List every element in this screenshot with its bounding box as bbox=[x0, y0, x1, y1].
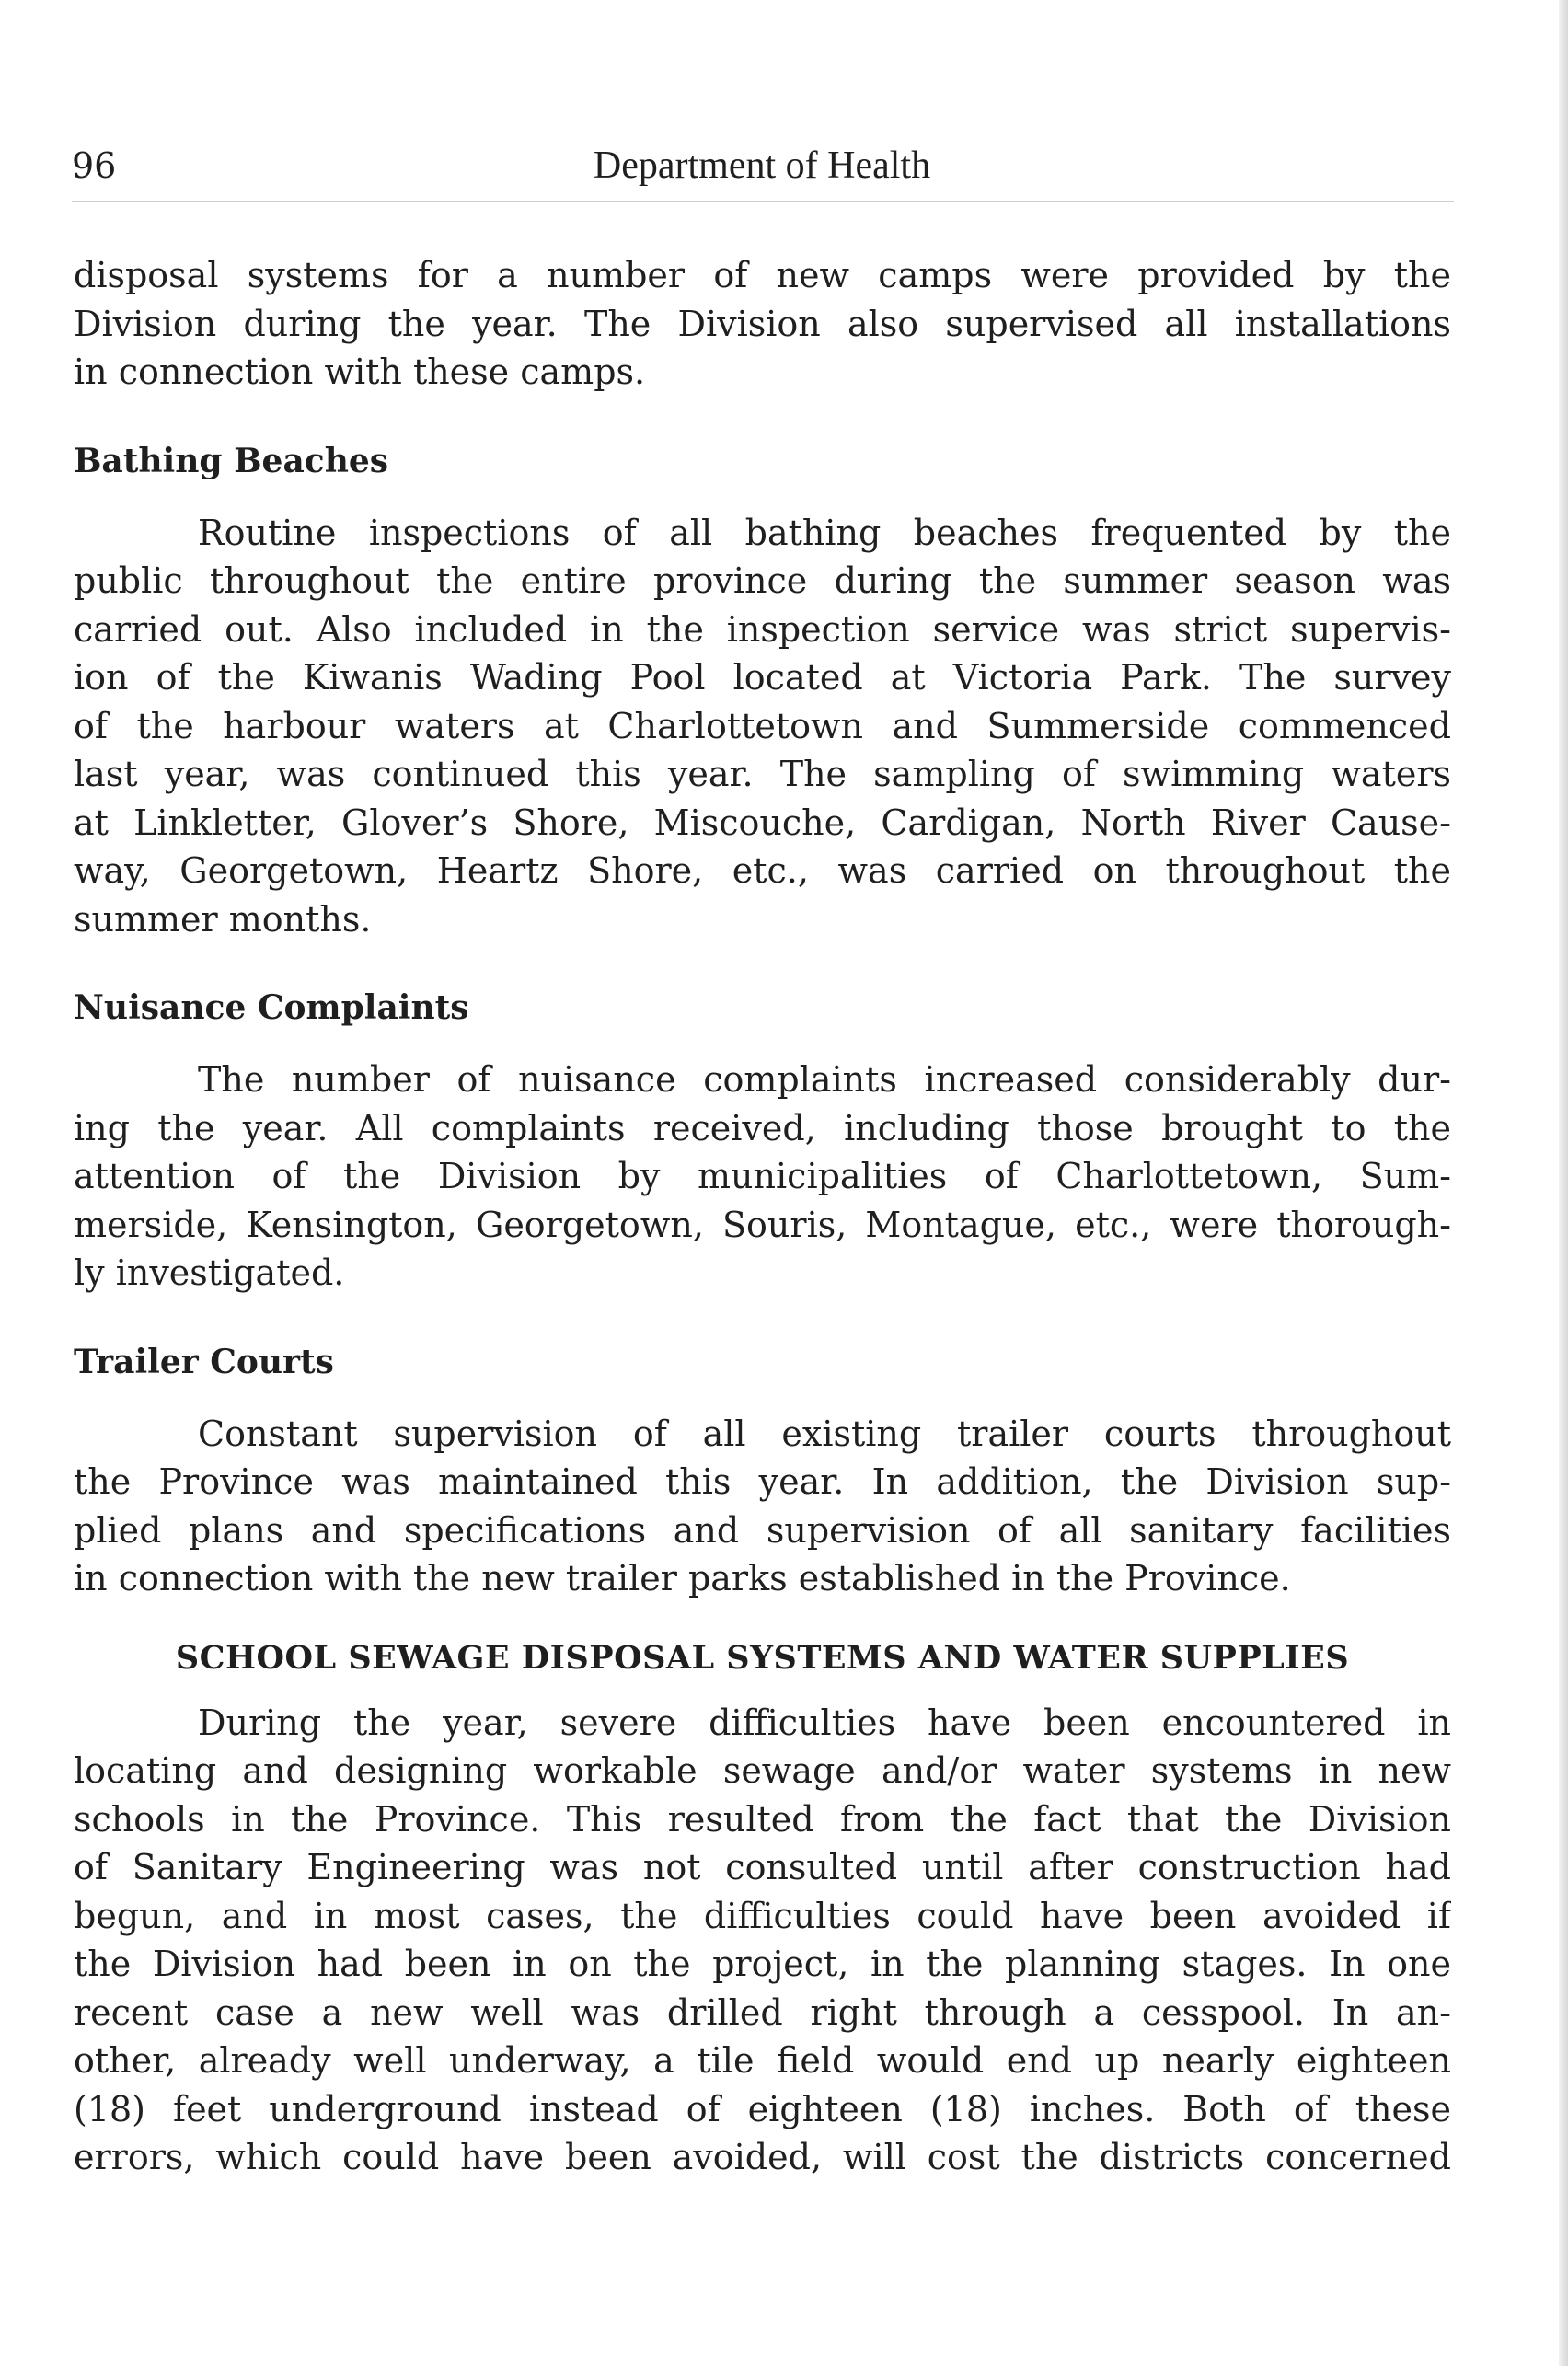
nuisance-complaints-paragraph bbox=[74, 1056, 1451, 1298]
text-line: During the year, severe difficulties have been encountered in bbox=[198, 1702, 1451, 1743]
text-line: recent case a new well was drilled right through a cesspool. In an- bbox=[74, 1991, 1451, 2033]
text-line: in connection with the new trailer parks established in the Province. bbox=[74, 1558, 1291, 1598]
bathing-beaches-paragraph bbox=[74, 509, 1451, 944]
section-heading-bathing-beaches: Bathing Beaches bbox=[74, 441, 389, 480]
text-line: (18) feet underground instead of eighteen (18) inches. Both of these bbox=[74, 2088, 1451, 2129]
text-line: last year, was continued this year. The sampling of swimming waters bbox=[74, 754, 1451, 794]
page-edge-shadow bbox=[1559, 0, 1568, 2366]
text-line: disposal systems for a number of new camps were provided by the bbox=[74, 255, 1451, 295]
section-heading-trailer-courts: Trailer Courts bbox=[74, 1342, 334, 1381]
trailer-courts-paragraph bbox=[74, 1410, 1451, 1603]
text-line: carried out. Also included in the inspection service was strict supervis- bbox=[74, 608, 1451, 650]
text-line: merside, Kensington, Georgetown, Souris, Montague, etc., were thorough- bbox=[74, 1204, 1451, 1245]
text-line: The number of nuisance complaints increased considerably dur- bbox=[198, 1059, 1451, 1100]
text-line: of the harbour waters at Charlottetown and Summerside commenced bbox=[74, 705, 1451, 746]
text-line: ly investigated. bbox=[74, 1252, 345, 1293]
text-line: ion of the Kiwanis Wading Pool located at Victoria Park. The survey bbox=[74, 657, 1451, 698]
school-sewage-paragraph bbox=[74, 1699, 1451, 2182]
text-line: public throughout the entire province during the summer season was bbox=[74, 560, 1451, 601]
text-line: Constant supervision of all existing trailer courts throughout bbox=[198, 1413, 1451, 1454]
text-line: Routine inspections of all bathing beaches frequented by the bbox=[198, 512, 1451, 553]
text-line: schools in the Province. This resulted from the fact that the Division bbox=[74, 1798, 1451, 1840]
text-line: of Sanitary Engineering was not consulted until after construction had bbox=[74, 1847, 1451, 1887]
section-heading-nuisance-complaints: Nuisance Complaints bbox=[74, 988, 469, 1027]
text-line: summer months. bbox=[74, 898, 372, 940]
intro-paragraph bbox=[74, 251, 1451, 397]
text-line: the Division had been in on the project, in the planning stages. In one bbox=[74, 1944, 1451, 1984]
text-line: begun, and in most cases, the difficulties could have been avoided if bbox=[74, 1895, 1451, 1936]
running-head: Department of Health bbox=[593, 144, 931, 187]
header-rule bbox=[72, 201, 1454, 202]
page-body bbox=[74, 251, 1451, 2182]
page-number: 96 bbox=[72, 145, 117, 186]
text-line: other, already well underway, a tile field would end up nearly eighteen bbox=[74, 2040, 1451, 2081]
text-line: plied plans and specifications and supervision of all sanitary facilities bbox=[74, 1509, 1451, 1551]
page-header bbox=[72, 138, 1452, 193]
text-line: attention of the Division by municipalities of Charlottetown, Sum- bbox=[74, 1156, 1451, 1196]
text-line: locating and designing workable sewage and/or water systems in new bbox=[74, 1750, 1451, 1791]
text-line: at Linkletter, Glover’s Shore, Miscouche, Cardigan, North River Cause- bbox=[74, 802, 1451, 843]
text-line: errors, which could have been avoided, will cost the districts concerned bbox=[74, 2137, 1451, 2177]
text-line: Division during the year. The Division also supervised all installations bbox=[74, 303, 1451, 344]
text-line: way, Georgetown, Heartz Shore, etc., was carried on throughout the bbox=[74, 850, 1451, 891]
text-line: the Province was maintained this year. In addition, the Division sup- bbox=[74, 1461, 1451, 1502]
text-line: ing the year. All complaints received, including those brought to the bbox=[74, 1107, 1451, 1148]
section-heading-school-sewage: SCHOOL SEWAGE DISPOSAL SYSTEMS AND WATER SUPPLIES bbox=[175, 1638, 1350, 1677]
text-line: in connection with these camps. bbox=[74, 352, 646, 392]
